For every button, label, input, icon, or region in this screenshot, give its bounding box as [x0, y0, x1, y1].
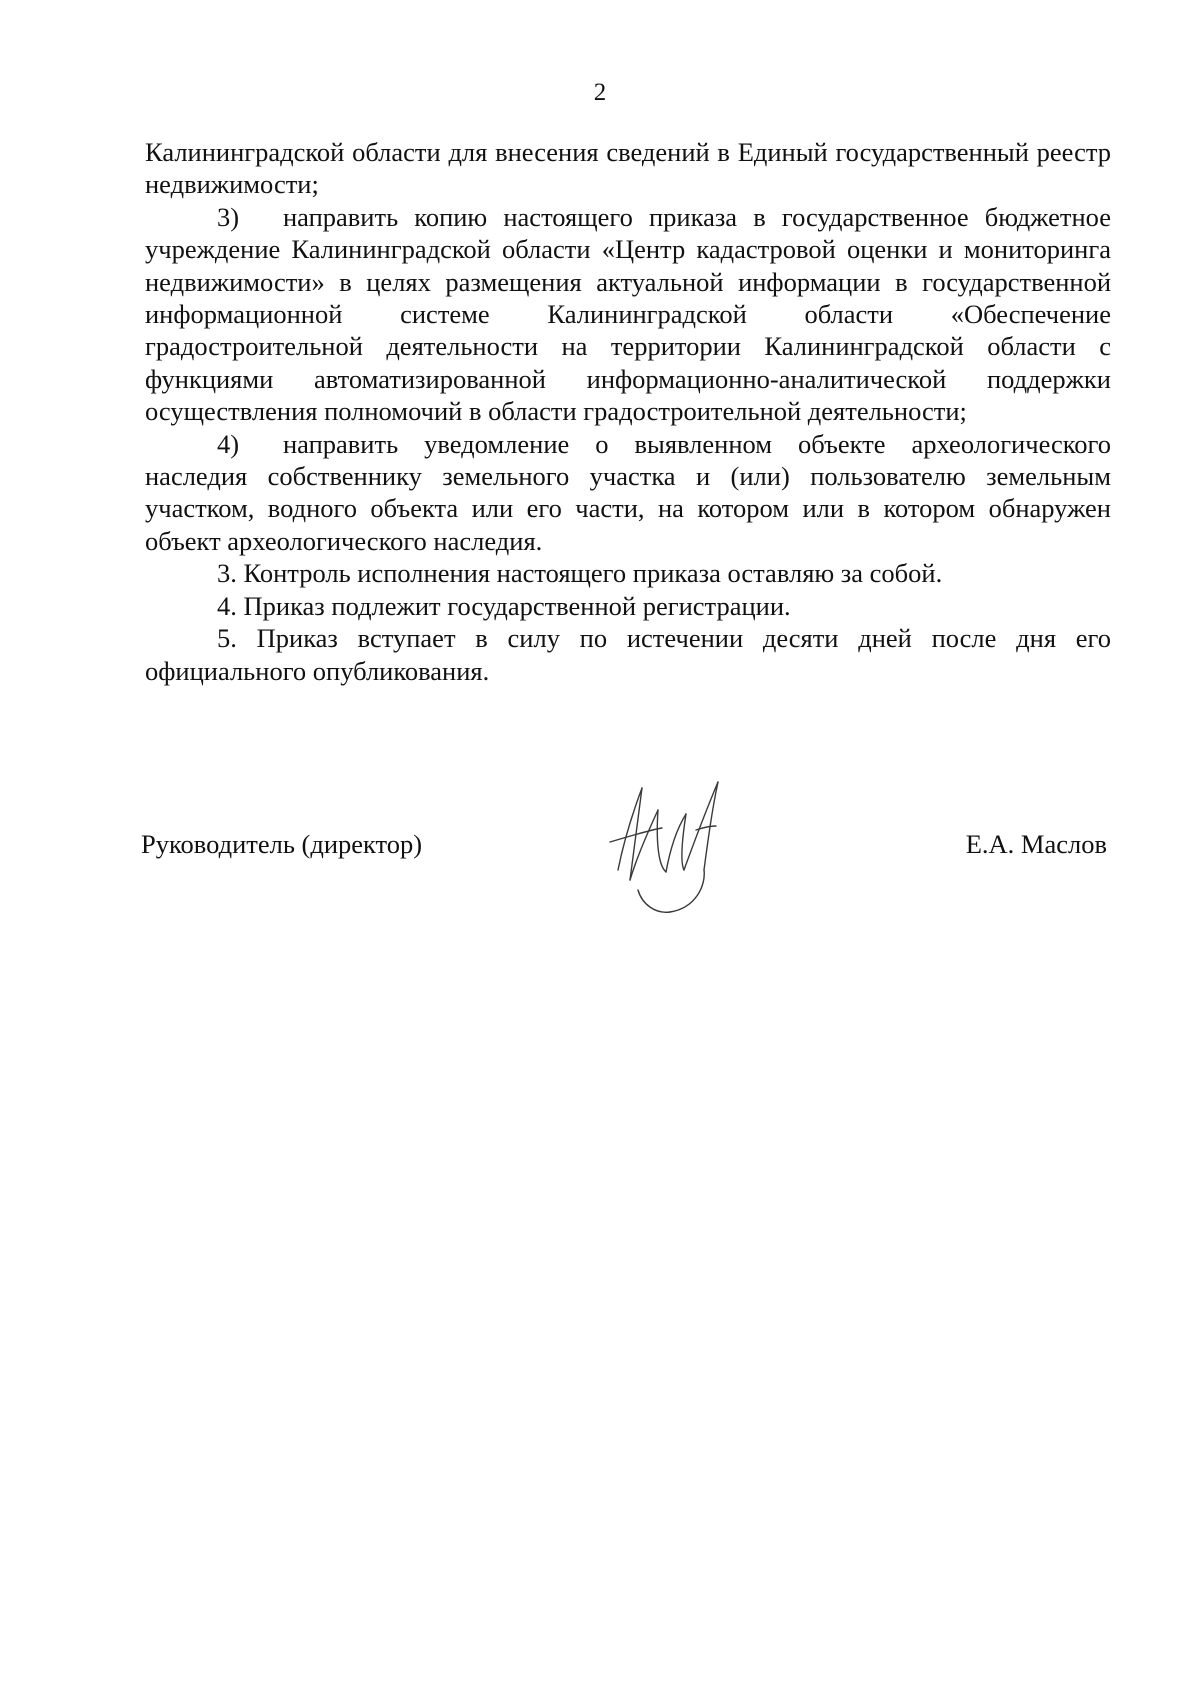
- signatory-position: Руководитель (директор): [141, 829, 423, 859]
- paragraph-point-4: 4. Приказ подлежит государственной регистрации.: [217, 590, 791, 621]
- item-text: направить копию настоящего приказа в государственное бюджетное учреждение Калининградской области «Центр кадастровой оценки и мониторинга недвижимости» в целях размещения актуальной информации в государственной информационной системе Калининградской области «Обеспечение градостроительной деятельности на территории Калининградской области с функциями автоматизированной информационно-аналитической поддержки осуществления полномочий в области градостроительной деятельности;: [145, 201, 1111, 427]
- paragraph-continuation: Калининградской области для внесения сведений в Единый государственный реестр недвижимости;: [145, 137, 1111, 200]
- page-number: 2: [593, 79, 607, 106]
- document-body: [145, 136, 1111, 687]
- paragraph-point-3: 3. Контроль исполнения настоящего приказа оставляю за собой.: [217, 558, 943, 589]
- item-number: 4): [217, 428, 240, 459]
- paragraph-item-3: [145, 201, 1111, 428]
- item-text: направить уведомление о выявленном объекте археологического наследия собственнику земельного участка и (или) пользователю земельным участком, водного объекта или его части, на котором или в котором обнаружен объект археологического наследия.: [145, 428, 1111, 556]
- paragraph-point-5: 5. Приказ вступает в силу по истечении десяти дней после дня его официального опубликования.: [145, 623, 1111, 686]
- item-number: 3): [217, 201, 240, 232]
- paragraph-item-4: [145, 428, 1111, 558]
- handwritten-signature: [600, 770, 780, 920]
- signatory-name: Е.А. Маслов: [965, 829, 1107, 859]
